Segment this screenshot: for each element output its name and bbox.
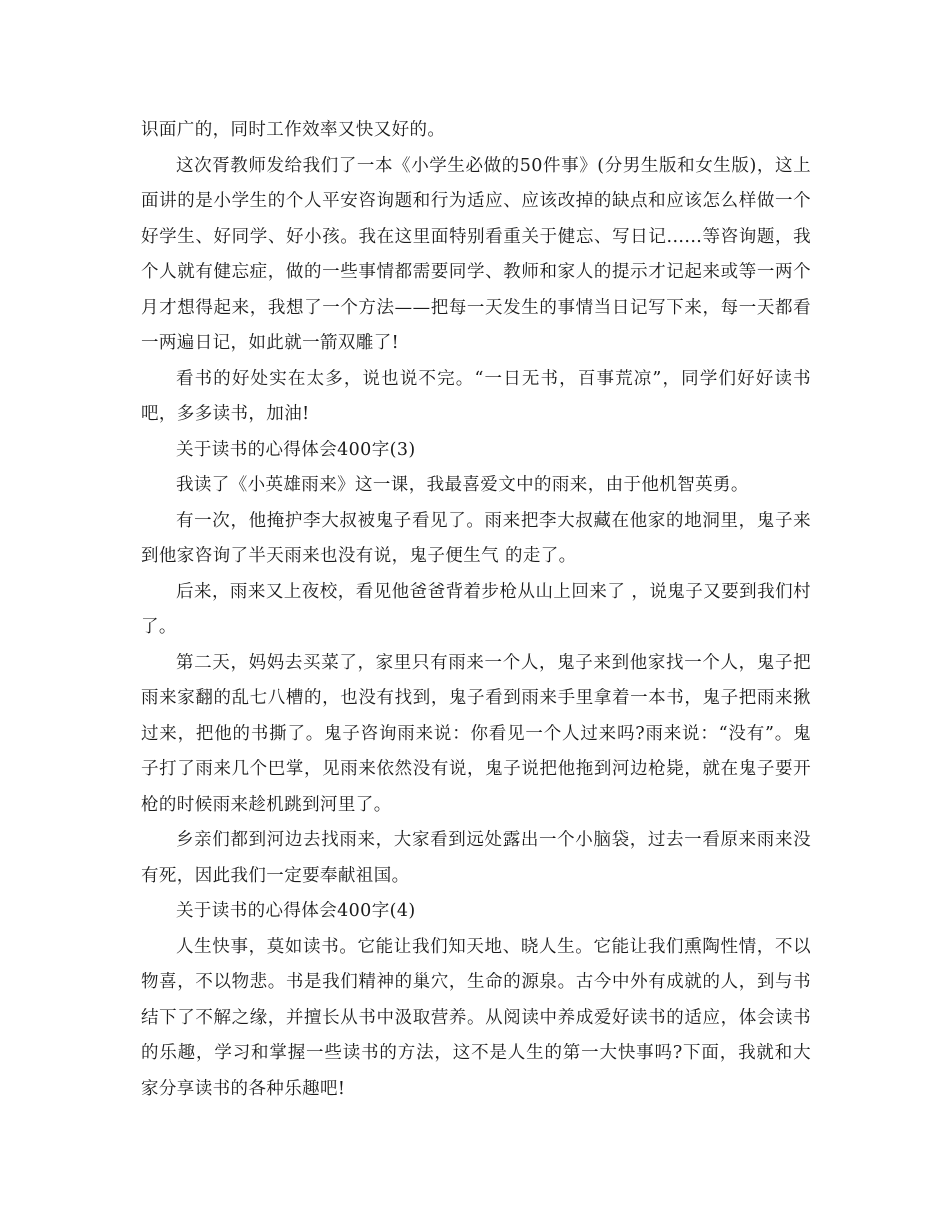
paragraph: 看书的好处实在太多，说也说不完。“一日无书，百事荒凉”，同学们好好读书吧，多多读书，加油! [141, 368, 811, 424]
paragraph: 后来，雨来又上夜校，看见他爸爸背着步枪从山上回来了 ，说鬼子又要到我们村了。 [141, 581, 811, 637]
paragraph: 第二天，妈妈去买菜了，家里只有雨来一个人，鬼子来到他家找一个人，鬼子把雨来家翻的乱七八槽的，也没有找到，鬼子看到雨来手里拿着一本书，鬼子把雨来揪过来，把他的书撕了。鬼子咨询雨来说：你看见一个人过来吗?雨来说：“没有”。鬼子打了雨来几个巴掌，见雨来依然没有说，鬼子说把他拖到河边枪毙，就在鬼子要开枪的时候雨来趁机跳到河里了。 [141, 652, 811, 815]
paragraph: 我读了《小英雄雨来》这一课，我最喜爱文中的雨来，由于他机智英勇。 [176, 475, 749, 495]
paragraph: 人生快事，莫如读书。它能让我们知天地、晓人生。它能让我们熏陶性情，不以物喜，不以物悲。书是我们精神的巢穴，生命的源泉。古今中外有成就的人，到与书结下了不解之缘，并擅长从书中汲取营养。从阅读中养成爱好读书的适应，体会读书的乐趣，学习和掌握一些读书的方法，这不是人生的第一大快事吗?下面，我就和大家分享读书的各种乐趣吧! [141, 936, 811, 1099]
document-body [141, 113, 811, 1107]
paragraph: 有一次，他掩护李大叔被鬼子看见了。雨来把李大叔藏在他家的地洞里，鬼子来到他家咨询了半天雨来也没有说，鬼子便生气 的走了。 [141, 510, 811, 566]
paragraph: 乡亲们都到河边去找雨来，大家看到远处露出一个小脑袋，过去一看原来雨来没有死，因此我们一定要奉献祖国。 [141, 830, 811, 886]
section-heading: 关于读书的心得体会400字(4) [176, 901, 416, 921]
paragraph: 这次胥教师发给我们了一本《小学生必做的50件事》(分男生版和女生版)，这上面讲的是小学生的个人平安咨询题和行为适应、应该改掉的缺点和应该怎么样做一个好学生、好同学、好小孩。我在这里面特别看重关于健忘、写日记......等咨询题，我个人就有健忘症，做的一些事情都需要同学、教师和家人的提示才记起来或等一两个月才想得起来，我想了一个方法——把每一天发生的事情当日记写下来，每一天都看一两遍日记，如此就一箭双雕了! [141, 155, 811, 353]
section-heading: 关于读书的心得体会400字(3) [176, 439, 416, 460]
paragraph-continued: 识面广的，同时工作效率又快又好的。 [141, 120, 446, 140]
